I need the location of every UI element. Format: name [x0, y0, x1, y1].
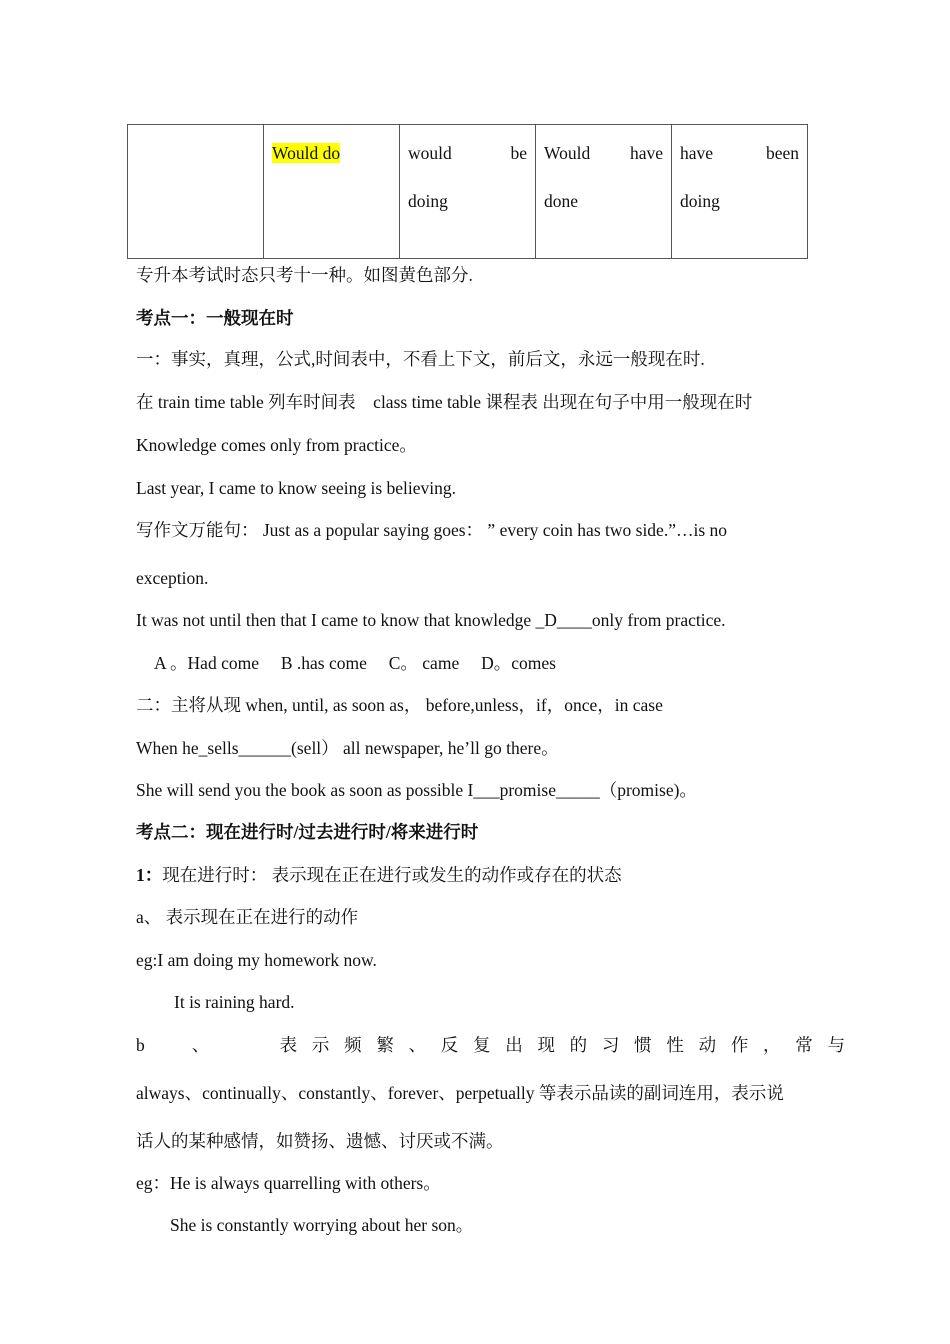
example-sentence: When he_sells______(sell） all newspaper, he’ll go there。	[136, 738, 559, 758]
paragraph: b 、 表示频繁、反复出现的习惯性动作，常与	[136, 1035, 859, 1055]
list-number: 1：	[136, 865, 163, 885]
section-heading-1: 考点一：一般现在时	[136, 308, 294, 328]
table-cell-would-do	[264, 125, 400, 259]
cell-word: doing	[680, 191, 720, 211]
cell-word: doing	[408, 191, 448, 211]
cell-word: would	[408, 143, 452, 163]
paragraph: 写作文万能句： Just as a popular saying goes： ” every coin has two side.”…is no	[136, 520, 728, 540]
paragraph: always、continually、constantly、forever、perpetually 等表示品读的副词连用，表示说	[136, 1083, 784, 1103]
paragraph-note: 专升本考试时态只考十一种。如图黄色部分.	[136, 265, 473, 285]
paragraph: exception.	[136, 568, 209, 588]
list-text: 现在进行时： 表示现在正在进行或发生的动作或存在的状态	[162, 865, 622, 885]
cell-word: have	[680, 143, 714, 163]
tense-table	[127, 124, 808, 259]
paragraph	[136, 864, 860, 886]
paragraph: 二：主将从现 when, until, as soon as， before,unless，if，once，in case	[136, 695, 663, 715]
cell-word: have	[629, 143, 663, 163]
paragraph: 话人的某种感情，如赞扬、遗憾、讨厌或不满。	[136, 1131, 504, 1151]
table-cell-would-be-doing	[400, 125, 536, 259]
highlighted-text: Would do	[272, 143, 341, 163]
cell-word: be	[510, 143, 527, 163]
paragraph: 在 train time table 列车时间表 class time table 课程表 出现在句子中用一般现在时	[136, 392, 753, 412]
paragraph: a、 表示现在正在进行的动作	[136, 907, 359, 927]
example-sentence: Knowledge comes only from practice。	[136, 435, 417, 455]
section-heading-2: 考点二：现在进行时/过去进行时/将来进行时	[136, 822, 479, 842]
example-sentence: She is constantly worrying about her son。	[170, 1215, 474, 1235]
example-sentence: Last year, I came to know seeing is believing.	[136, 478, 457, 498]
table-cell-would-have-done	[536, 125, 672, 259]
example-sentence: eg:I am doing my homework now.	[136, 950, 377, 970]
example-sentence: She will send you the book as soon as possible I___promise_____（promise)。	[136, 780, 697, 800]
answer-options: A 。Had come B .has come C。 came D。comes	[154, 653, 556, 673]
cell-word: done	[544, 191, 579, 211]
cell-word: been	[765, 143, 799, 163]
table-cell-empty	[128, 125, 264, 259]
example-sentence: It was not until then that I came to know that knowledge _D____only from practice.	[136, 610, 726, 630]
table-row	[128, 125, 808, 259]
paragraph: 一：事实，真理，公式,时间表中，不看上下文，前后文，永远一般现在时.	[136, 349, 705, 369]
cell-word: Would	[544, 143, 591, 163]
table-cell-have-been-doing	[672, 125, 808, 259]
example-sentence: It is raining hard.	[174, 992, 295, 1012]
example-sentence: eg：He is always quarrelling with others。	[136, 1173, 441, 1193]
